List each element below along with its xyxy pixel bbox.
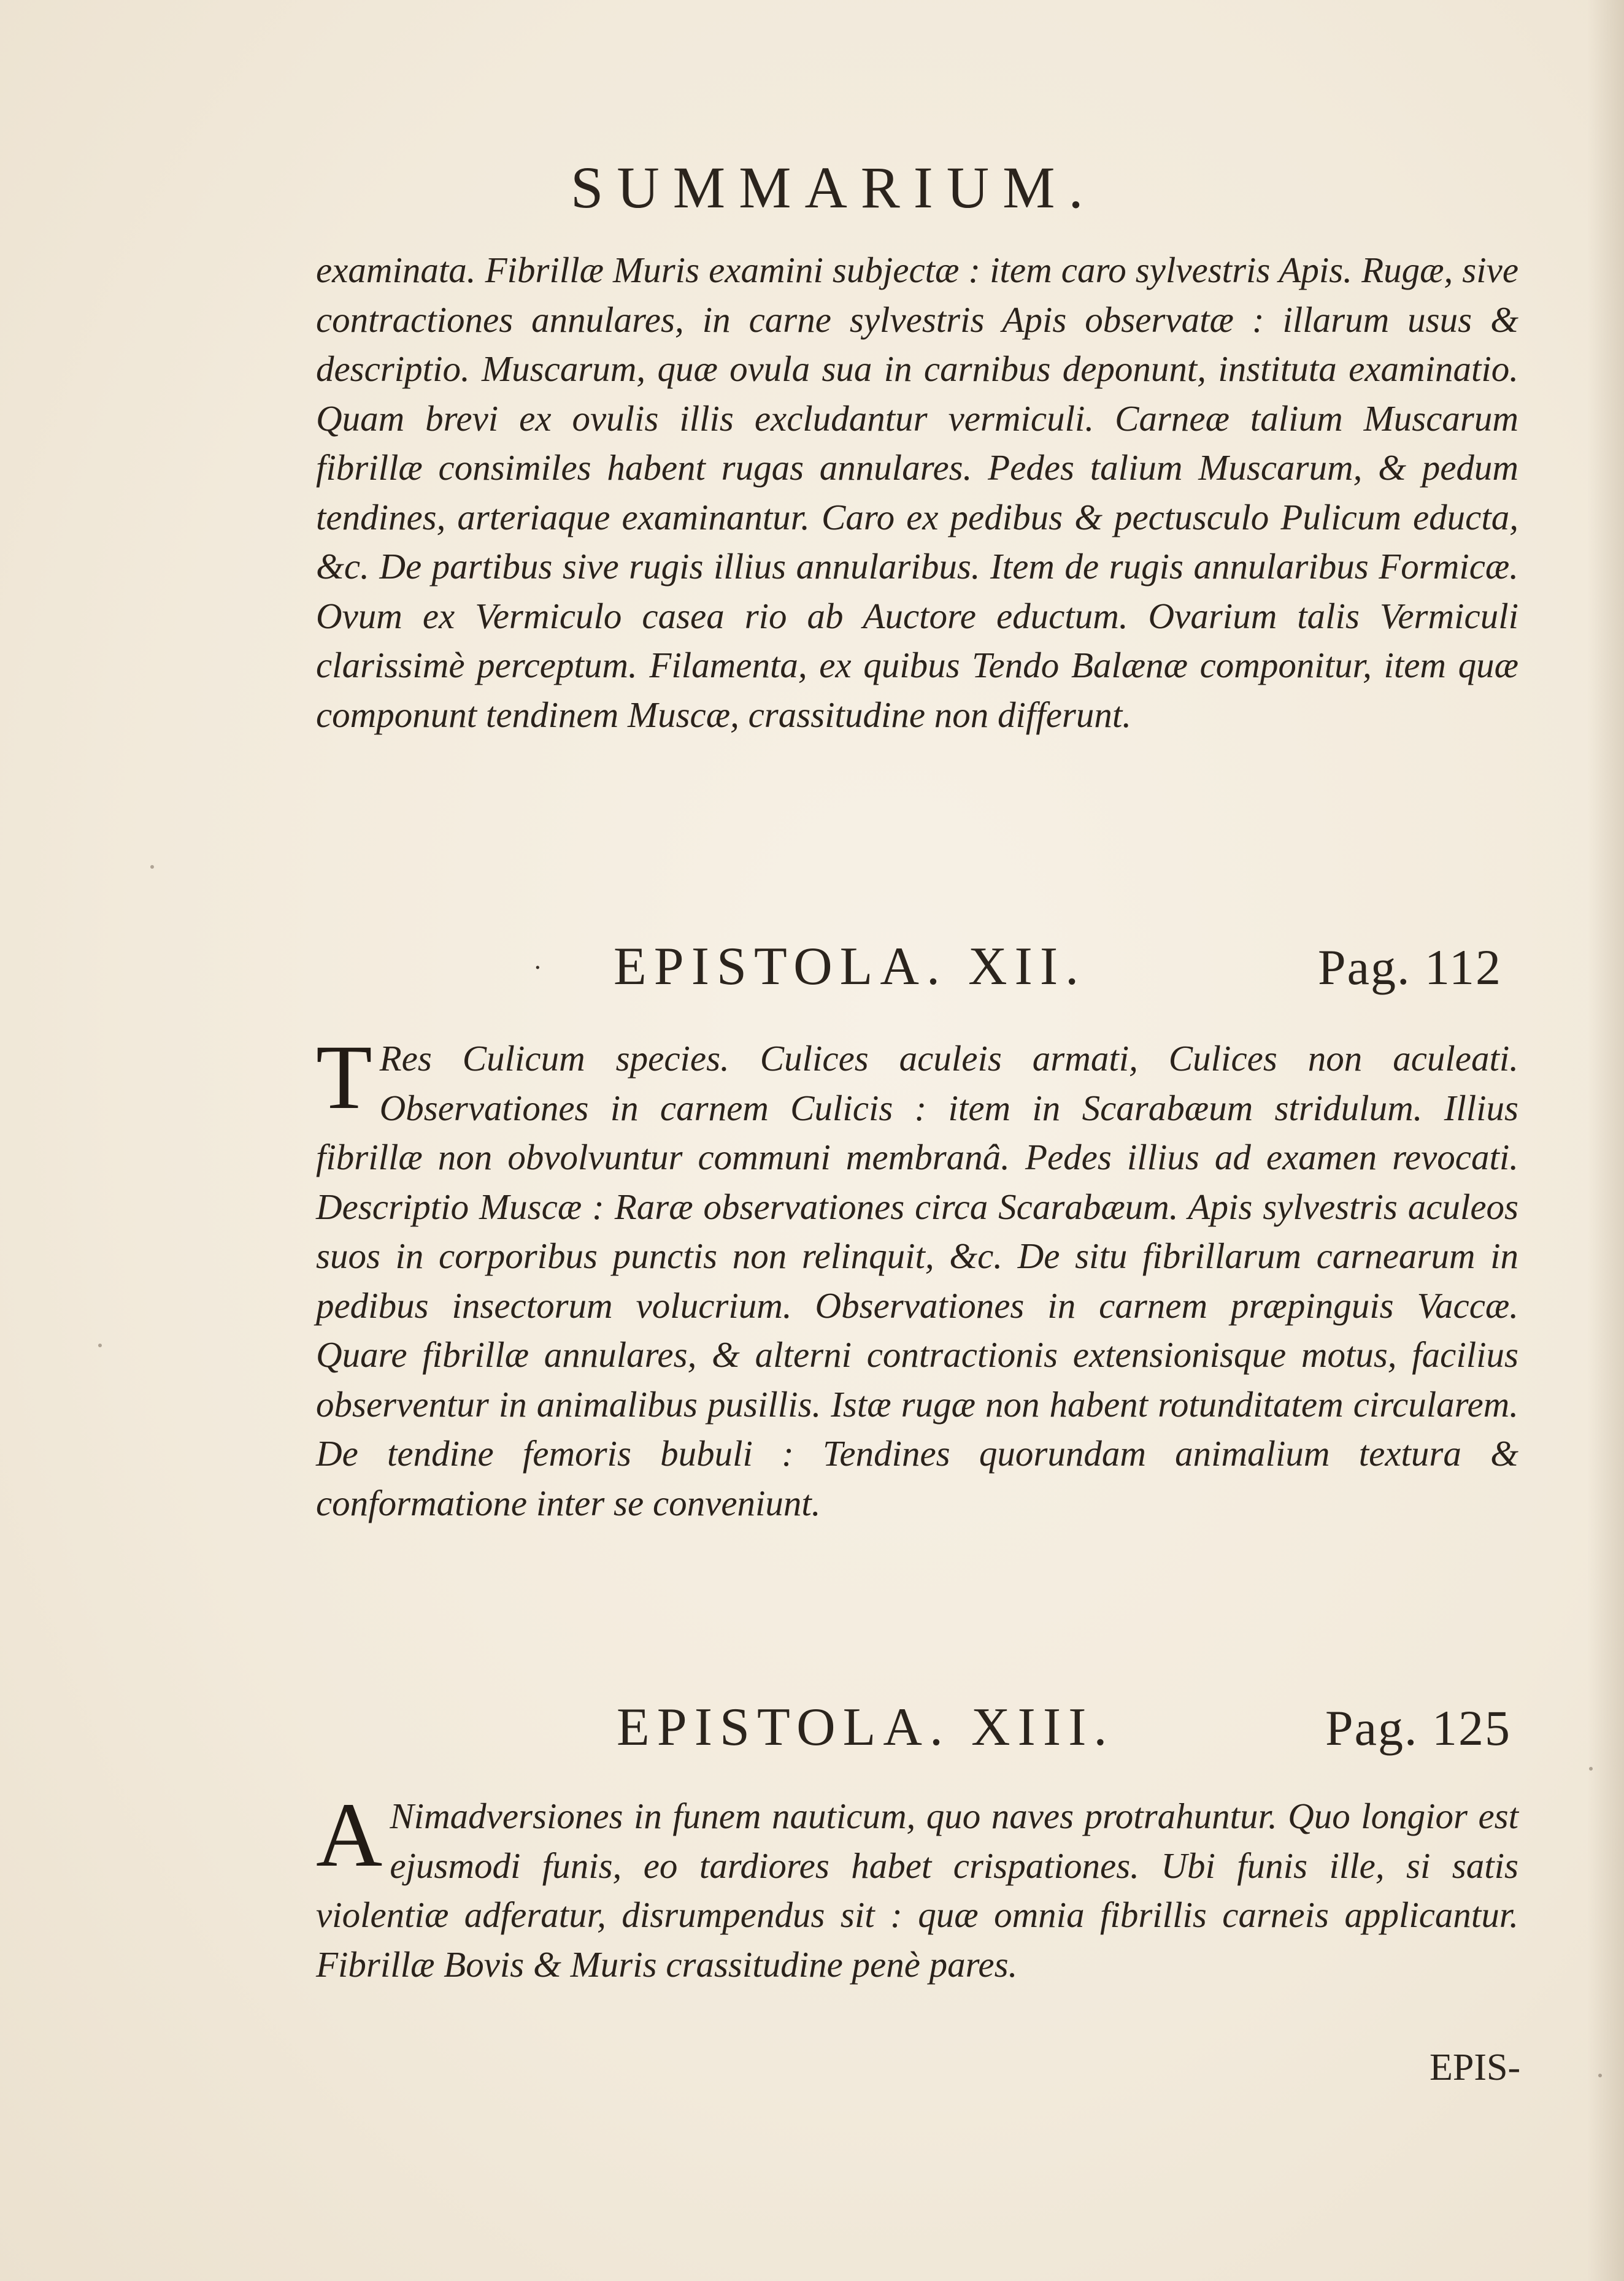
epistola-xiii-summary — [316, 1784, 1518, 2049]
paragraph-text: Nimadversiones in funem nauticum, quo naves protrahuntur. Quo longior est ejusmodi funis, eo tardiores habet crispationes. Ubi funis ille, si satis violentiæ adferatur, disrumpendus sit : quæ omnia fibrillis carneis applicantur. Fibrillæ Bovis & Muris crassitudine penè pares. — [316, 1796, 1518, 1985]
paragraph-text: examinata. Fibrillæ Muris examini subjectæ : item caro sylvestris Apis. Rugæ, sive contractiones annulares, in carne sylvestris Apis observatæ : illarum usus & descriptio. Muscarum, quæ ovula sua in carnibus deponunt, instituta examinatio. Quam brevi ex ovulis illis excludantur vermiculi. Carneæ talium Muscarum fibrillæ consimiles habent rugas annulares. Pedes talium Muscarum, & pedum tendines, arteriaque examinantur. Caro ex pedibus & pectusculo Pulicum educta, &c. De partibus sive rugis illius annularibus. Item de rugis annularibus Formicæ. Ovum ex Vermiculo casea rio ab Auctore eductum. Ovarium talis Vermiculi clarissimè perceptum. Filamenta, ex quibus Tendo Balænæ componitur, item quæ componunt tendinem Muscæ, crassitudine non differunt. — [316, 250, 1518, 735]
page-edge-shadow — [1587, 0, 1624, 2281]
drop-initial-t: T — [316, 1026, 372, 1128]
paper-speck — [1589, 1767, 1593, 1771]
paper-speck — [98, 1344, 102, 1347]
paper-speck — [150, 865, 154, 869]
epistola-xii-summary — [316, 1026, 1518, 1647]
paragraph-text: Res Culicum species. Culices aculeis armati, Culices non aculeati. Observationes in carnem Culicis : item in Scarabæum stridulum. Illius fibrillæ non obvolvuntur communi membranâ. Pedes illius ad examen revocati. Descriptio Muscæ : Raræ observationes circa Scarabæum. Apis sylvestris aculeos suos in corporibus punctis non relinquit, &c. De situ fibrillarum carnearum in pedibus insectorum volucrium. Observationes in carnem præpinguis Vaccæ. Quare fibrillæ annulares, & alterni contractionis extensionisque motus, facilius observentur in animalibus pusillis. Istæ rugæ non habent rotunditatem circularem. De tendine femoris bubuli : Tendines quorundam animalium textura & conformatione inter se conveniunt. — [316, 1038, 1518, 1523]
drop-initial-a: A — [316, 1784, 383, 1886]
epistola-xii-heading: EPISTOLA. XII. — [614, 937, 1087, 996]
summary-paragraph-continued — [316, 245, 1518, 883]
paper-speck — [1598, 2074, 1602, 2077]
bullet-mark: · — [534, 954, 542, 982]
running-head: SUMMARIUM. — [571, 155, 1097, 220]
epistola-xii-page-ref: Pag. 112 — [1318, 939, 1502, 995]
epistola-xiii-page-ref: Pag. 125 — [1325, 1700, 1511, 1756]
catchword: EPIS- — [1430, 2047, 1521, 2088]
epistola-xiii-heading: EPISTOLA. XIII. — [617, 1698, 1115, 1757]
